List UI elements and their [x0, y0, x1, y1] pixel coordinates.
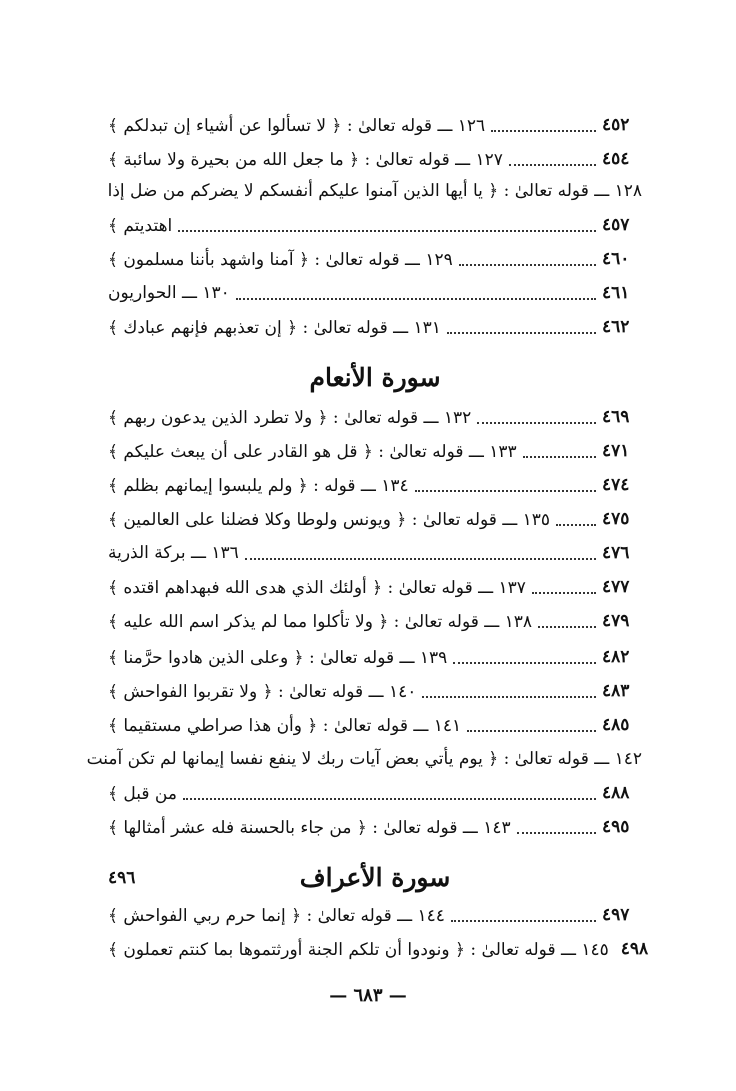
leader-dots [517, 832, 596, 834]
section-title: سورة الأعراف [299, 862, 451, 892]
index-entry [108, 640, 642, 674]
index-entry [108, 468, 642, 502]
index-entry [108, 708, 642, 742]
leader-dots [477, 422, 596, 424]
leader-dots [538, 626, 596, 628]
page-number: — ٦٨٣ — [329, 985, 407, 1006]
entry-text: ١٣٢ ـــ قوله تعالىٰ : ﴿ ولا تطرد الذين يدعون ربهم ﴾ [108, 407, 472, 428]
leader-dots [459, 264, 596, 266]
index-entry [108, 400, 642, 434]
entry-page: ٤٩٥ [602, 817, 630, 837]
entry-text: ١٣٥ ـــ قوله تعالىٰ : ﴿ ويونس ولوطا وكلا فضلنا على العالمين ﴾ [108, 509, 551, 530]
index-entry [108, 604, 642, 638]
entry-page: ٤٦٠ [602, 249, 630, 269]
entry-text: ١٣٠ ـــ الحواريون [108, 283, 230, 303]
entry-text: ١٤٤ ـــ قوله تعالىٰ : ﴿ إنما حرم ربي الفواحش ﴾ [108, 905, 445, 926]
entry-text: ١٣٧ ـــ قوله تعالىٰ : ﴿ أولئك الذي هدى الله فبهداهم اقتده ﴾ [108, 577, 526, 598]
entry-text: ١٣٩ ـــ قوله تعالىٰ : ﴿ وعلى الذين هادوا حرَّمنا ﴾ [108, 647, 448, 668]
leader-dots [556, 524, 596, 526]
leader-dots [178, 230, 596, 232]
leader-dots [422, 696, 596, 698]
entry-page: ٤٥٢ [602, 115, 630, 135]
index-entry [108, 310, 642, 344]
entry-text: اهتديتم ﴾ [108, 215, 173, 236]
leader-dots [236, 298, 596, 300]
entry-page: ٤٨٨ [602, 783, 630, 803]
entry-page: ٤٨٥ [602, 715, 630, 735]
entry-page: ٤٦٩ [602, 407, 630, 427]
index-entry [108, 570, 642, 604]
entry-page: ٤٧١ [602, 441, 630, 461]
entry-page: ٤٨٣ [602, 681, 630, 701]
section-page: ٤٩٦ [108, 868, 136, 888]
entry-page: ٤٦١ [602, 283, 630, 303]
entry-text: ١٣٣ ـــ قوله تعالىٰ : ﴿ قل هو القادر على أن يبعث عليكم ﴾ [108, 441, 517, 462]
index-entry [108, 776, 642, 810]
leader-dots [509, 164, 596, 166]
section-heading-anam [108, 352, 642, 402]
entry-page: ٤٩٨ [620, 939, 649, 959]
entry-page: ٤٧٦ [602, 543, 630, 563]
entry-text: ١٣٦ ـــ بركة الذرية [108, 543, 239, 563]
index-entry [108, 434, 642, 468]
leader-dots [523, 456, 596, 458]
index-entry [108, 810, 642, 844]
leader-dots [467, 730, 596, 732]
section-title: سورة الأنعام [309, 362, 441, 392]
entry-page: ٤٨٢ [602, 647, 630, 667]
index-entry [108, 142, 642, 176]
entry-text: ١٤٣ ـــ قوله تعالىٰ : ﴿ من جاء بالحسنة فله عشر أمثالها ﴾ [108, 817, 511, 838]
index-entry [108, 932, 649, 966]
entry-text: من قبل ﴾ [108, 783, 177, 804]
index-entry [108, 898, 642, 932]
leader-dots [183, 798, 596, 800]
entry-page: ٤٦٢ [602, 317, 630, 337]
index-entry [108, 502, 642, 536]
entry-page: ٤٧٩ [602, 611, 630, 631]
leader-dots [447, 332, 596, 334]
section-heading-araf [108, 852, 642, 902]
entry-text: ١٤١ ـــ قوله تعالىٰ : ﴿ وأن هذا صراطي مستقيما ﴾ [108, 715, 462, 736]
leader-dots [453, 662, 596, 664]
index-entry [108, 276, 642, 310]
entry-text-wrapped: ١٤٢ ـــ قوله تعالىٰ : ﴿ يوم يأتي بعض آيات ربك لا ينفع نفسا إيمانها لم تكن آمنت [86, 749, 642, 769]
entry-text: ١٢٩ ـــ قوله تعالىٰ : ﴿ آمنا واشهد بأننا مسلمون ﴾ [108, 249, 453, 270]
entry-text-wrapped: ١٢٨ ـــ قوله تعالىٰ : ﴿ يا أيها الذين آمنوا عليكم أنفسكم لا يضركم من ضل إذا [107, 181, 642, 201]
index-entry [108, 108, 642, 142]
entry-page: ٤٧٥ [602, 509, 630, 529]
entry-text: ١٢٦ ـــ قوله تعالىٰ : ﴿ لا تسألوا عن أشياء إن تبدلكم ﴾ [108, 115, 486, 136]
leader-dots [245, 558, 596, 560]
leader-dots [532, 592, 596, 594]
leader-dots [451, 920, 596, 922]
entry-page: ٤٥٤ [602, 149, 630, 169]
entry-text: ١٣١ ـــ قوله تعالىٰ : ﴿ إن تعذبهم فإنهم عبادك ﴾ [108, 317, 441, 338]
index-entry [108, 208, 642, 242]
leader-dots [415, 490, 596, 492]
entry-text: ١٣٤ ـــ قوله : ﴿ ولم يلبسوا إيمانهم بظلم ﴾ [108, 475, 409, 496]
index-entry [108, 536, 642, 570]
index-entry [108, 242, 642, 276]
entry-text: ١٣٨ ـــ قوله تعالىٰ : ﴿ ولا تأكلوا مما لم يذكر اسم الله عليه ﴾ [108, 611, 533, 632]
entry-page: ٤٧٤ [602, 475, 630, 495]
entry-page: ٤٩٧ [602, 905, 630, 925]
entry-text: ١٢٧ ـــ قوله تعالىٰ : ﴿ ما جعل الله من بحيرة ولا سائبة ﴾ [108, 149, 503, 170]
entry-text: ١٤٥ ـــ قوله تعالىٰ : ﴿ ونودوا أن تلكم الجنة أورثتموها بما كنتم تعملون ﴾ [108, 939, 609, 960]
entry-page: ٤٧٧ [602, 577, 630, 597]
leader-dots [491, 130, 596, 132]
entry-page: ٤٥٧ [602, 215, 630, 235]
entry-text: ١٤٠ ـــ قوله تعالىٰ : ﴿ ولا تقربوا الفواحش ﴾ [108, 681, 417, 702]
index-entry [108, 674, 642, 708]
